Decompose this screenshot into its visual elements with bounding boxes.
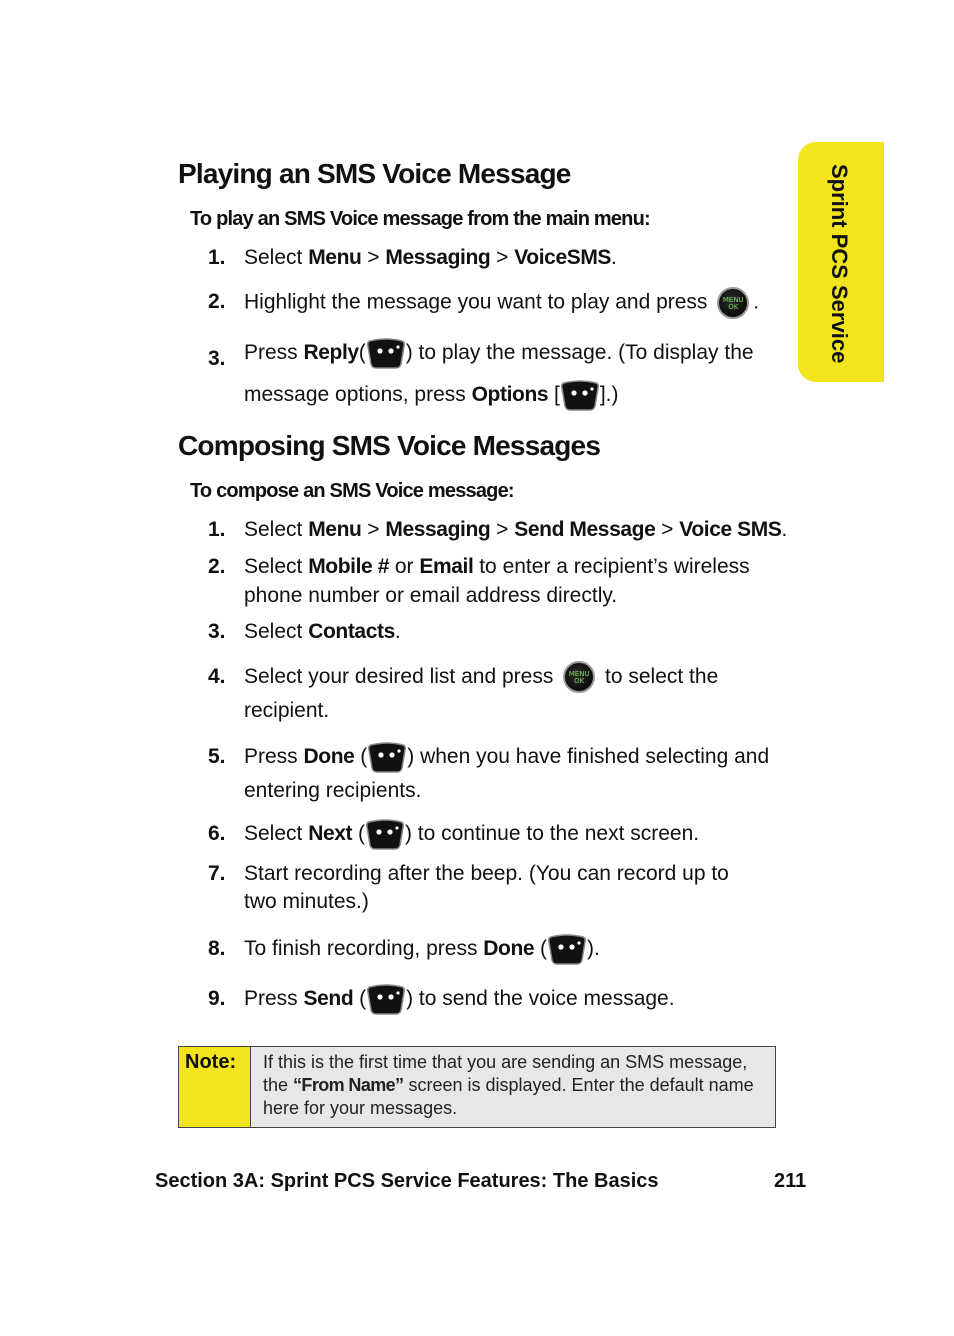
list-item: 5. Press Done ( ) when you have finished selecting and entering recipients. — [208, 740, 788, 808]
list-item: 3. Press Reply( ) to play the message. (To display the message options, press Options [ ].) — [208, 338, 788, 416]
section1-subtitle: To play an SMS Voice message from the main menu: — [190, 208, 650, 230]
page-number: 211 — [774, 1170, 807, 1192]
section2-subtitle: To compose an SMS Voice message: — [190, 480, 514, 502]
section1-title: Playing an SMS Voice Message — [178, 158, 571, 189]
list-item: 1. Select Menu > Messaging > VoiceSMS. — [208, 246, 617, 269]
section-side-tab — [798, 142, 884, 382]
left-softkey-icon — [548, 933, 586, 965]
left-softkey-icon — [561, 379, 599, 411]
side-tab-label: Sprint PCS Service — [827, 164, 852, 364]
right-softkey-icon — [367, 337, 405, 369]
list-item: 1. Select Menu > Messaging > Send Message > Voice SMS. — [208, 518, 788, 541]
menu-ok-key-icon — [563, 661, 595, 693]
list-item: 4. Select your desired list and press MENU OK to select the recipient. — [208, 660, 788, 728]
list-item: 2. Highlight the message you want to play and press MENU OK . — [208, 287, 788, 319]
list-item: 6. Select Next ( ) to continue to the next screen. — [208, 817, 788, 851]
note-label: Note: — [179, 1047, 251, 1127]
list-item: 3. Select Contacts. — [208, 620, 401, 643]
note-text: If this is the first time that you are sending an SMS message, the “From Name” screen is displayed. Enter the default name here for your messages. — [263, 1052, 754, 1118]
left-softkey-icon — [368, 741, 406, 773]
left-softkey-icon — [367, 983, 405, 1015]
menu-ok-key-icon — [717, 287, 749, 319]
list-item: 2. Select Mobile # or Email to enter a recipient’s wireless phone number or email address directly. — [208, 555, 750, 607]
list-item: 8. To finish recording, press Done ( ). — [208, 932, 788, 966]
list-item: 9. Press Send ( ) to send the voice message. — [208, 982, 788, 1016]
left-softkey-icon — [366, 818, 404, 850]
list-item: 7. Start recording after the beep. (You can record up to two minutes.) — [208, 862, 729, 913]
note-box — [178, 1046, 776, 1128]
footer-section-title: Section 3A: Sprint PCS Service Features: The Basics — [155, 1170, 659, 1192]
section2-title: Composing SMS Voice Messages — [178, 430, 601, 461]
